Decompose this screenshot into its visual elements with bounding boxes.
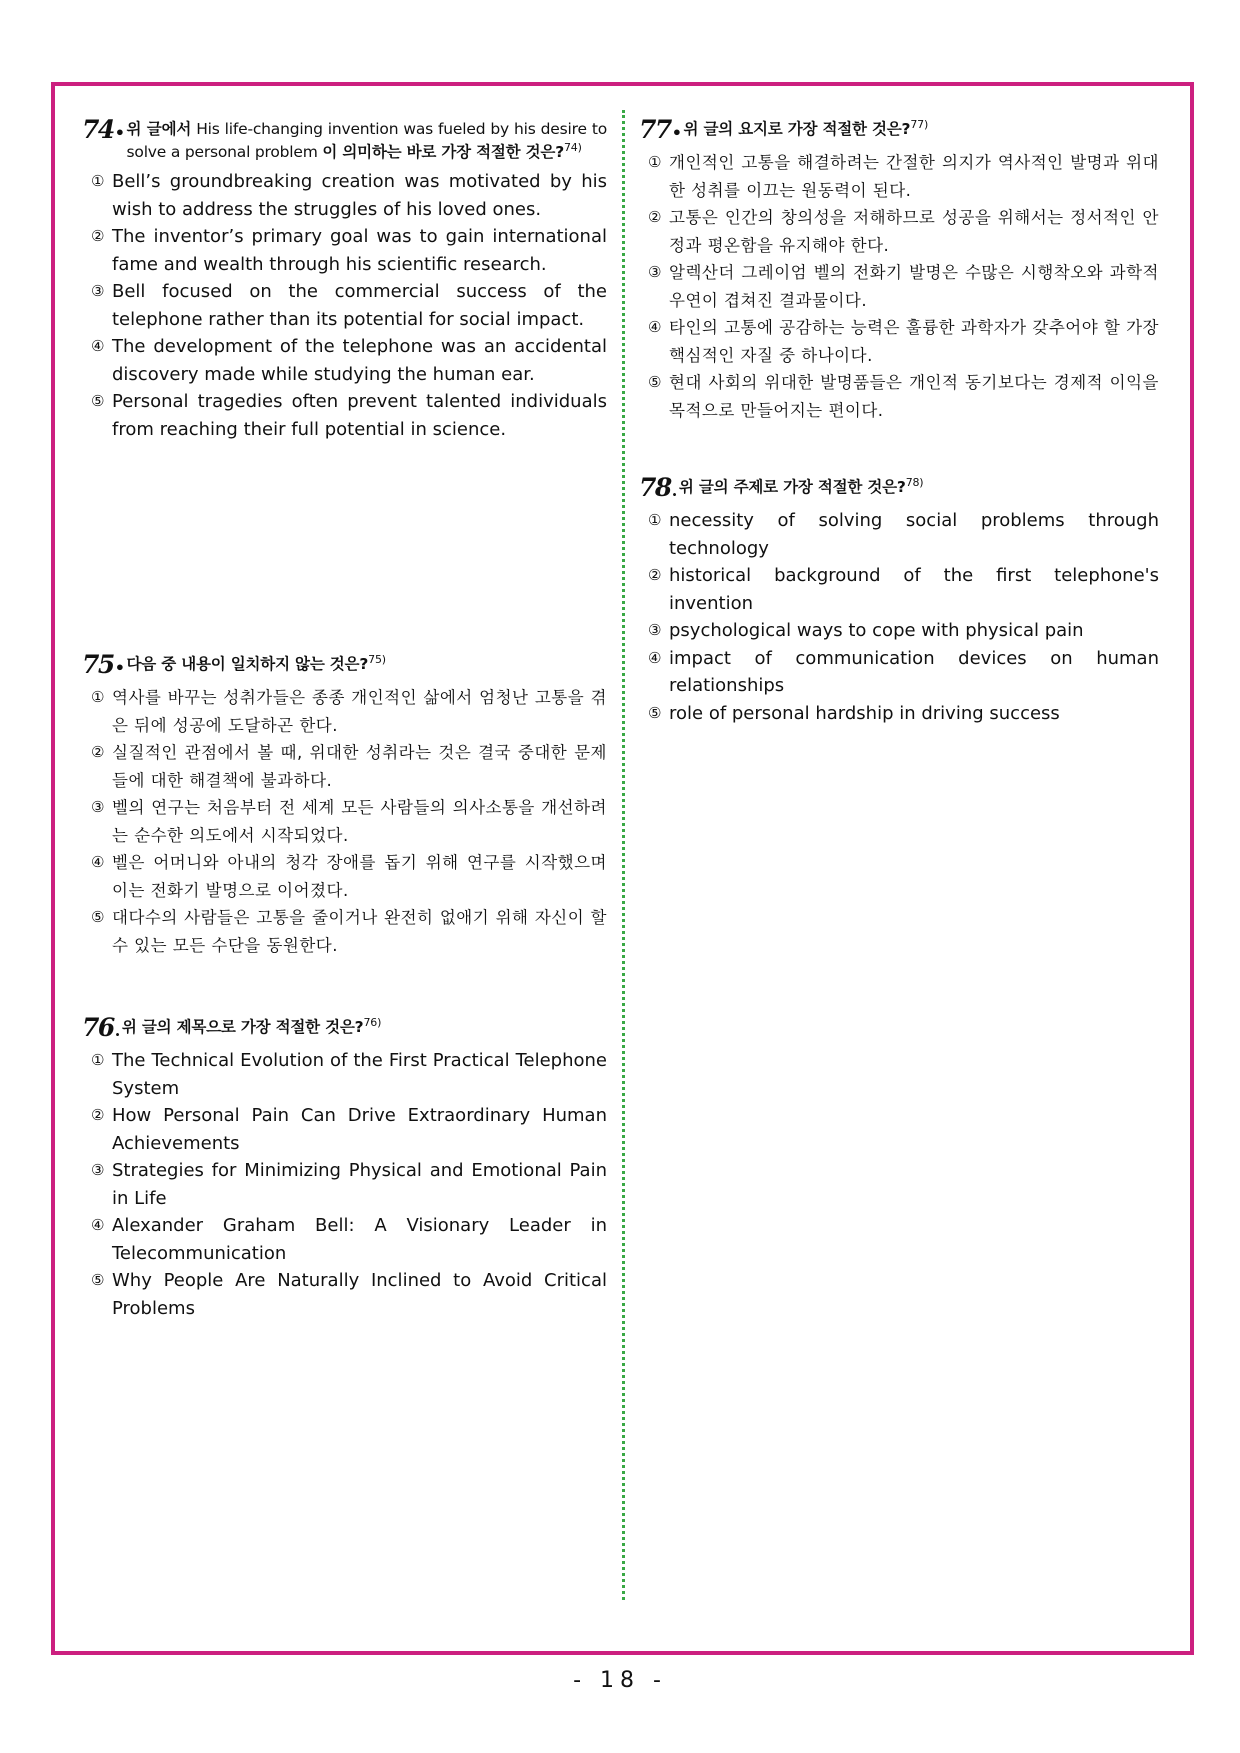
option-text: necessity of solving social problems through technology — [669, 510, 1159, 559]
answer-option-4[interactable] — [639, 314, 1159, 369]
footnote-ref: 76) — [363, 1015, 382, 1029]
answer-options — [639, 149, 1159, 424]
option-marker: ② — [91, 1106, 105, 1124]
prompt-text: 위 글의 요지로 가장 적절한 것은? — [683, 120, 911, 138]
option-text: The development of the telephone was an accidental discovery made while studying the human ear. — [112, 336, 607, 385]
answer-option-1[interactable] — [82, 1047, 607, 1102]
option-marker: ① — [648, 153, 662, 171]
question-prompt — [127, 653, 607, 676]
option-text: impact of communication devices on human relationships — [669, 647, 1159, 696]
answer-option-3[interactable] — [639, 617, 1159, 645]
prompt-text: 위 글의 제목으로 가장 적절한 것은? — [121, 1018, 364, 1036]
answer-option-1[interactable] — [82, 684, 607, 739]
answer-option-3[interactable] — [639, 259, 1159, 314]
answer-option-2[interactable] — [82, 223, 607, 278]
prompt-korean-post: 이 의미하는 바로 가장 적절한 것은? — [322, 143, 564, 161]
option-text: Strategies for Minimizing Physical and Emotional Pain in Life — [112, 1160, 607, 1209]
answer-option-3[interactable] — [82, 1157, 607, 1212]
option-marker: ⑤ — [648, 703, 662, 722]
prompt-text: 다음 중 내용이 일치하지 않는 것은? — [126, 655, 369, 673]
answer-options — [82, 168, 607, 443]
footnote-ref: 78) — [905, 475, 924, 489]
prompt-text: 위 글의 주제로 가장 적절한 것은? — [678, 478, 906, 496]
question-number: 76. — [82, 1013, 119, 1042]
option-marker: ③ — [91, 282, 105, 300]
option-text: Bell’s groundbreaking creation was motivated by his wish to address the struggles of his loved ones. — [112, 171, 607, 220]
answer-option-5[interactable] — [639, 369, 1159, 424]
question-78 — [639, 473, 1159, 727]
question-number: 77• — [639, 115, 681, 144]
option-marker: ④ — [648, 648, 662, 667]
question-header — [639, 473, 1159, 503]
option-text: The Technical Evolution of the First Practical Telephone System — [112, 1050, 607, 1099]
option-text: historical background of the first telephone's invention — [669, 565, 1159, 614]
option-marker: ② — [91, 743, 105, 761]
answer-options — [82, 684, 607, 959]
answer-option-4[interactable] — [82, 333, 607, 388]
question-74 — [82, 115, 607, 443]
option-marker: ③ — [648, 621, 662, 639]
option-marker: ① — [91, 1051, 105, 1069]
option-text: 역사를 바꾸는 성취가들은 종종 개인적인 삶에서 엄청난 고통을 겪은 뒤에 성공에 도달하곤 한다. — [112, 688, 607, 735]
option-text: Bell focused on the commercial success of the telephone rather than its potential for social impact. — [112, 281, 607, 330]
option-text: Why People Are Naturally Inclined to Avoid Critical Problems — [112, 1270, 607, 1319]
option-marker: ④ — [91, 1216, 105, 1234]
option-marker: ⑤ — [91, 392, 105, 410]
option-marker: ⑤ — [91, 908, 105, 926]
answer-option-2[interactable] — [82, 1102, 607, 1157]
answer-option-5[interactable] — [639, 700, 1159, 728]
option-marker: ③ — [91, 1161, 105, 1179]
question-77 — [639, 115, 1159, 424]
option-marker: ③ — [91, 798, 105, 816]
option-marker: ③ — [648, 263, 662, 281]
answer-option-5[interactable] — [82, 388, 607, 443]
option-text: 타인의 고통에 공감하는 능력은 훌륭한 과학자가 갖추어야 할 가장 핵심적인 자질 중 하나이다. — [669, 318, 1159, 365]
column-divider — [622, 110, 625, 1600]
answer-option-1[interactable] — [639, 507, 1159, 562]
question-prompt — [684, 118, 1159, 141]
answer-option-2[interactable] — [639, 562, 1159, 617]
option-text: 벨은 어머니와 아내의 청각 장애를 돕기 위해 연구를 시작했으며 이는 전화기 발명으로 이어졌다. — [112, 853, 607, 900]
question-76 — [82, 1013, 607, 1322]
option-text: Alexander Graham Bell: A Visionary Leader in Telecommunication — [112, 1215, 607, 1264]
option-text: 알렉산더 그레이엄 벨의 전화기 발명은 수많은 시행착오와 과학적 우연이 겹쳐진 결과물이다. — [669, 263, 1159, 310]
answer-option-4[interactable] — [639, 645, 1159, 700]
option-text: The inventor’s primary goal was to gain international fame and wealth through his scientific research. — [112, 226, 607, 275]
option-text: psychological ways to cope with physical pain — [669, 620, 1084, 641]
option-marker: ① — [91, 688, 105, 706]
page-number: - 18 - — [573, 1668, 667, 1693]
question-header — [82, 1013, 607, 1043]
question-header — [639, 115, 1159, 145]
answer-option-3[interactable] — [82, 278, 607, 333]
option-marker: ⑤ — [648, 373, 662, 391]
option-text: role of personal hardship in driving success — [669, 702, 1060, 724]
question-number: 78. — [639, 473, 676, 502]
question-prompt — [122, 1016, 607, 1039]
answer-option-1[interactable] — [82, 168, 607, 223]
question-header — [82, 650, 607, 680]
question-prompt — [679, 476, 1159, 499]
answer-option-3[interactable] — [82, 794, 607, 849]
footnote-ref: 75) — [368, 652, 386, 666]
prompt-korean-pre: 위 글에서 — [126, 120, 192, 138]
option-text: 벨의 연구는 처음부터 전 세계 모든 사람들의 의사소통을 개선하려는 순수한 의도에서 시작되었다. — [112, 798, 607, 845]
option-text: How Personal Pain Can Drive Extraordinary Human Achievements — [112, 1105, 607, 1154]
option-text: 고통은 인간의 창의성을 저해하므로 성공을 위해서는 정서적인 안정과 평온함을 유지해야 한다. — [669, 208, 1159, 255]
question-number: 74• — [82, 115, 124, 144]
answer-option-1[interactable] — [639, 149, 1159, 204]
question-75 — [82, 650, 607, 959]
option-text: 현대 사회의 위대한 발명품들은 개인적 동기보다는 경제적 이익을 목적으로 만들어지는 편이다. — [669, 373, 1159, 420]
question-number: 75• — [82, 650, 124, 679]
option-marker: ⑤ — [91, 1271, 105, 1289]
option-text: 대다수의 사람들은 고통을 줄이거나 완전히 없애기 위해 자신이 할 수 있는 모든 수단을 동원한다. — [112, 908, 607, 955]
footnote-ref: 74) — [564, 140, 582, 154]
prompt-quoted-sentence: His life-changing invention was fueled by his desire to solve a personal problem — [126, 120, 607, 161]
answer-option-4[interactable] — [82, 1212, 607, 1267]
option-marker: ② — [648, 566, 662, 584]
question-prompt — [127, 118, 607, 164]
answer-options — [82, 1047, 607, 1322]
option-text: Personal tragedies often prevent talented individuals from reaching their full potential in science. — [112, 391, 607, 440]
answer-options — [639, 507, 1159, 727]
option-text: 실질적인 관점에서 볼 때, 위대한 성취라는 것은 결국 중대한 문제들에 대한 해결책에 불과하다. — [112, 743, 607, 790]
question-header — [82, 115, 607, 164]
option-marker: ① — [648, 511, 662, 529]
answer-option-5[interactable] — [82, 904, 607, 959]
option-marker: ④ — [91, 853, 105, 871]
answer-option-2[interactable] — [82, 739, 607, 794]
answer-option-4[interactable] — [82, 849, 607, 904]
option-marker: ② — [648, 208, 662, 226]
option-marker: ② — [91, 227, 105, 245]
option-text: 개인적인 고통을 해결하려는 간절한 의지가 역사적인 발명과 위대한 성취를 이끄는 원동력이 된다. — [669, 153, 1159, 200]
option-marker: ④ — [648, 318, 662, 336]
answer-option-2[interactable] — [639, 204, 1159, 259]
option-marker: ④ — [91, 337, 105, 355]
footnote-ref: 77) — [910, 117, 929, 131]
option-marker: ① — [91, 172, 105, 190]
answer-option-5[interactable] — [82, 1267, 607, 1322]
